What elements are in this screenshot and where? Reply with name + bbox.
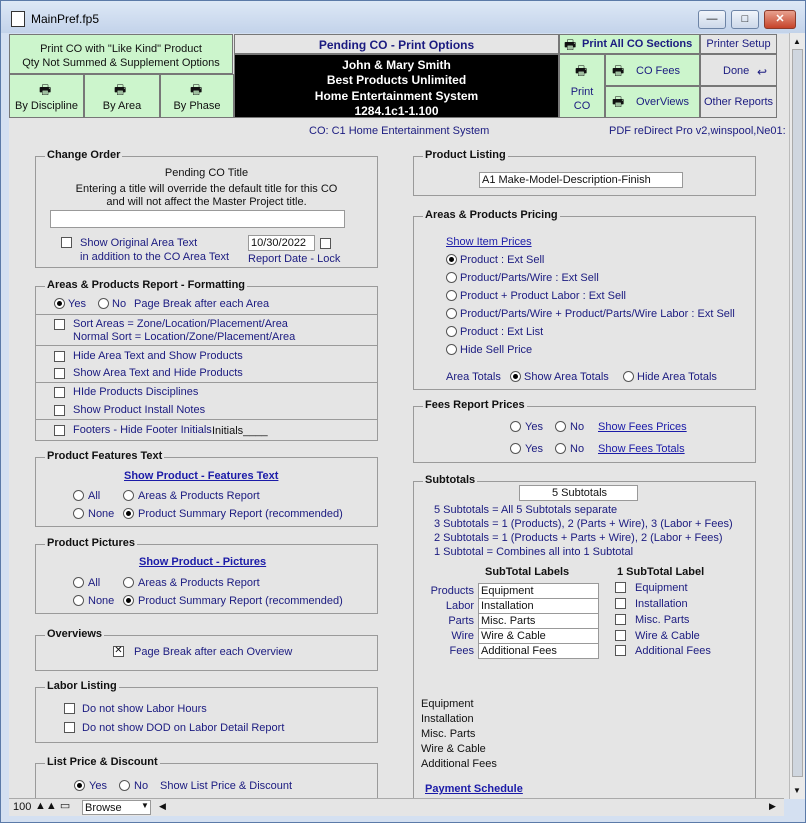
status-bar [9, 798, 784, 816]
show-original-label: Show Original Area Text [80, 237, 198, 249]
pricing-radio-2[interactable] [446, 290, 457, 301]
printer-icon: 🖶 [39, 82, 52, 97]
subtotal-key: Fees [449, 645, 474, 657]
scroll-left-icon[interactable]: ◀ [159, 801, 166, 811]
pricing-title: Areas & Products Pricing [425, 209, 558, 221]
scroll-down-icon[interactable]: ▼ [793, 786, 801, 795]
printer-icon: 🖶 [575, 63, 588, 78]
pictures-link[interactable]: Show Product - Pictures [139, 556, 267, 568]
subtotal-key: Parts [448, 615, 474, 627]
project-version: 1284.1c1-1.100 [354, 104, 439, 118]
pending-title: Pending CO - Print Options [318, 38, 475, 52]
by-area-label: By Area [102, 100, 142, 112]
install-notes-checkbox[interactable] [54, 405, 65, 416]
one-subtotal-label: Installation [635, 598, 688, 610]
subtotals-line: 3 Subtotals = 1 (Products), 2 (Parts + Wire), 3 (Labor + Fees) [434, 518, 733, 530]
title-bar [1, 1, 805, 33]
list-price-show-label: Show List Price & Discount [160, 780, 293, 792]
features-summary-radio[interactable] [123, 508, 134, 519]
minimize-button[interactable]: — [698, 10, 726, 29]
fees-title: Fees Report Prices [425, 399, 525, 411]
print-all-label: Print All CO Sections [582, 38, 693, 50]
hide-area-totals-radio[interactable] [623, 371, 634, 382]
pictures-summary-label: Product Summary Report (recommended) [138, 595, 343, 607]
subtotals-line: 5 Subtotals = All 5 Subtotals separate [434, 504, 618, 516]
formatting-title: Areas & Products Report - Formatting [47, 279, 246, 291]
sort-label-1: Sort Areas = Zone/Location/Placement/Area [73, 318, 288, 330]
divider [35, 419, 378, 420]
divider [35, 345, 378, 346]
maximize-button[interactable]: □ [731, 10, 759, 29]
subtotal-key: Labor [445, 600, 474, 612]
one-subtotal-checkbox[interactable] [615, 582, 626, 593]
list-price-no-label: No [134, 780, 149, 792]
list-price-yes-radio[interactable] [74, 780, 85, 791]
page-break-no-radio[interactable] [98, 298, 109, 309]
subtotals-line: 2 Subtotals = 1 (Products + Parts + Wire), 2 (Labor + Fees) [434, 532, 723, 544]
report-date-input[interactable]: 10/30/2022 [248, 235, 315, 251]
report-lock-checkbox[interactable] [320, 238, 331, 249]
subtotal-labor-input[interactable]: Installation [478, 598, 599, 614]
by-phase-label: By Phase [173, 100, 221, 112]
printer-icon: 🖶 [114, 82, 127, 97]
footers-checkbox[interactable] [54, 425, 65, 436]
hide-area-totals-label: Hide Area Totals [637, 371, 717, 383]
subtotal-fees-input[interactable]: Additional Fees [478, 643, 599, 659]
footers-label: Footers - Hide Footer Initials [73, 424, 212, 436]
content-area [9, 34, 800, 799]
pricing-option: Product/Parts/Wire : Ext Sell [460, 272, 599, 284]
show-area-label: Show Area Text and Hide Products [73, 367, 243, 379]
pictures-none-label: None [88, 595, 115, 607]
one-subtotal-checkbox[interactable] [615, 614, 626, 625]
zoom-level[interactable]: 100 [13, 801, 32, 813]
list-price-no-radio[interactable] [119, 780, 130, 791]
features-summary-label: Product Summary Report (recommended) [138, 508, 343, 520]
initials-label: Initials____ [212, 425, 268, 437]
pricing-radio-3[interactable] [446, 308, 457, 319]
show-area-totals-label: Show Area Totals [524, 371, 609, 383]
sort-label-2: Normal Sort = Location/Zone/Placement/Area [73, 331, 296, 343]
pictures-none-radio[interactable] [73, 595, 84, 606]
pricing-option: Product + Product Labor : Ext Sell [460, 290, 627, 302]
printer-icon: 🖶 [612, 94, 625, 109]
subtotal-wire-input[interactable]: Wire & Cable [478, 628, 599, 644]
subtotal-parts-input[interactable]: Misc. Parts [478, 613, 599, 629]
show-area-totals-radio[interactable] [510, 371, 521, 382]
scroll-right-icon[interactable]: ▶ [769, 801, 776, 811]
chevron-down-icon[interactable]: ▼ [141, 801, 149, 810]
subtotal-key: Products [430, 585, 474, 597]
fees-totals-no-label: No [570, 443, 585, 455]
printer-icon: 🖶 [190, 82, 203, 97]
show-area-checkbox[interactable] [54, 368, 65, 379]
overviews-label: OverViews [636, 96, 689, 108]
features-none-radio[interactable] [73, 508, 84, 519]
co-line: CO: C1 Home Entertainment System [309, 125, 490, 137]
page-break-yes-label: Yes [68, 298, 86, 310]
return-icon: ↩ [757, 65, 768, 79]
page-break-yes-radio[interactable] [54, 298, 65, 309]
hide-disciplines-checkbox[interactable] [54, 387, 65, 398]
fees-totals-yes-label: Yes [525, 443, 543, 455]
subtotal-key: Wire [451, 630, 474, 642]
product-listing-select[interactable]: A1 Make-Model-Description-Finish [479, 172, 683, 188]
show-fees-prices-link[interactable]: Show Fees Prices [598, 421, 687, 433]
subtotal-list-item: Equipment [421, 698, 474, 710]
subtotals-select[interactable]: 5 Subtotals [519, 485, 638, 501]
printer-icon: 🖶 [612, 63, 625, 78]
pricing-radio-1[interactable] [446, 272, 457, 283]
hide-area-checkbox[interactable] [54, 351, 65, 362]
show-original-checkbox[interactable] [61, 237, 72, 248]
features-title: Product Features Text [47, 450, 163, 462]
page-break-label: Page Break after each Area [134, 298, 270, 310]
scroll-thumb[interactable] [792, 49, 803, 777]
pricing-radio-0[interactable] [446, 254, 457, 265]
product-listing-title: Product Listing [425, 149, 506, 161]
by-discipline-label: By Discipline [15, 100, 78, 112]
subtotal-products-input[interactable]: Equipment [478, 583, 599, 599]
printer-setup-label: Printer Setup [706, 38, 771, 50]
fees-prices-no-radio[interactable] [555, 421, 566, 432]
list-price-yes-label: Yes [89, 780, 107, 792]
sort-areas-checkbox[interactable] [54, 319, 65, 330]
project-name: Home Entertainment System [314, 89, 479, 103]
one-subtotal-checkbox[interactable] [615, 630, 626, 641]
co-title-input[interactable] [50, 210, 345, 228]
pricing-radio-5[interactable] [446, 344, 457, 355]
page-break-no-label: No [112, 298, 127, 310]
labor-group [35, 687, 378, 743]
window-title: MainPref.fp5 [31, 12, 100, 26]
labor-dod-checkbox[interactable] [64, 722, 75, 733]
fees-prices-no-label: No [570, 421, 585, 433]
labor-dod-label: Do not show DOD on Labor Detail Report [82, 722, 285, 734]
pictures-summary-radio[interactable] [123, 595, 134, 606]
labor-title: Labor Listing [47, 680, 117, 692]
overview-break-label: Page Break after each Overview [134, 646, 293, 658]
pricing-option: Product : Ext List [460, 326, 544, 338]
show-fees-totals-link[interactable]: Show Fees Totals [598, 443, 685, 455]
subtotal-list-item: Additional Fees [421, 758, 497, 770]
pictures-ap-label: Areas & Products Report [138, 577, 260, 589]
features-none-label: None [88, 508, 115, 520]
fees-totals-yes-radio[interactable] [510, 443, 521, 454]
overview-break-checkbox[interactable]: ✕ [114, 645, 123, 656]
show-original-label-2: in addition to the CO Area Text [80, 251, 229, 263]
fees-group [413, 406, 756, 463]
hide-area-label: Hide Area Text and Show Products [73, 350, 243, 362]
features-ap-radio[interactable] [123, 490, 134, 501]
like-kind-text: Print CO with "Like Kind" Product Qty Not Summed & Supplement Options [22, 43, 220, 69]
fees-prices-yes-label: Yes [525, 421, 543, 433]
subtotals-line: 1 Subtotal = Combines all into 1 Subtotal [434, 546, 634, 558]
pdf-line: PDF reDirect Pro v2,winspool,Ne01: [609, 125, 786, 137]
print-co-label: Print CO [570, 86, 594, 112]
pending-co-title-label: Pending CO Title [164, 167, 249, 179]
pictures-all-radio[interactable] [73, 577, 84, 588]
pricing-option: Hide Sell Price [460, 344, 533, 356]
subtotal-list-item: Wire & Cable [421, 743, 486, 755]
one-subtotal-checkbox[interactable] [615, 645, 626, 656]
pictures-ap-radio[interactable] [123, 577, 134, 588]
pictures-all-label: All [88, 577, 101, 589]
list-price-title: List Price & Discount [47, 756, 158, 768]
features-all-label: All [88, 490, 101, 502]
one-subtotal-label: Equipment [635, 582, 688, 594]
overviews-title: Overviews [47, 628, 103, 640]
one-subtotal-checkbox[interactable] [615, 598, 626, 609]
fees-prices-yes-radio[interactable] [510, 421, 521, 432]
pricing-radio-4[interactable] [446, 326, 457, 337]
features-all-radio[interactable] [73, 490, 84, 501]
mode-select[interactable]: Browse [82, 800, 151, 815]
features-ap-label: Areas & Products Report [138, 490, 260, 502]
app-icon [11, 11, 25, 27]
hide-disciplines-label: HIde Products Disciplines [73, 386, 199, 398]
install-notes-label: Show Product Install Notes [73, 404, 206, 416]
labor-hours-label: Do not show Labor Hours [82, 703, 207, 715]
show-item-prices-link[interactable]: Show Item Prices [446, 236, 532, 248]
divider [35, 382, 378, 383]
pricing-option: Product/Parts/Wire + Product/Parts/Wire Labor : Ext Sell [460, 308, 735, 320]
one-subtotal-label: Additional Fees [635, 645, 711, 657]
vertical-scrollbar[interactable] [789, 33, 805, 799]
divider [35, 314, 378, 315]
fees-totals-no-radio[interactable] [555, 443, 566, 454]
pending-co-note: Entering a title will override the default title for this CO and will not affect the Master Project title. [75, 183, 338, 208]
payment-schedule-link[interactable]: Payment Schedule [425, 783, 523, 795]
change-order-title: Change Order [47, 149, 121, 161]
report-lock-label: Report Date - Lock [248, 253, 341, 265]
client-name: John & Mary Smith [342, 58, 451, 72]
features-link[interactable]: Show Product - Features Text [124, 470, 279, 482]
company-name: Best Products Unlimited [326, 73, 467, 87]
subtotal-list-item: Misc. Parts [421, 728, 476, 740]
one-subtotal-label: Wire & Cable [635, 630, 700, 642]
one-subtotal-header: 1 SubTotal Label [617, 566, 705, 578]
subtotals-title: Subtotals [425, 474, 476, 486]
area-totals-label: Area Totals [446, 371, 501, 383]
printer-icon: 🖶 [564, 37, 577, 52]
labor-hours-checkbox[interactable] [64, 703, 75, 714]
co-fees-label: CO Fees [636, 65, 681, 77]
pricing-option: Product : Ext Sell [460, 254, 545, 266]
pictures-title: Product Pictures [47, 537, 136, 549]
one-subtotal-label: Misc. Parts [635, 614, 690, 626]
scroll-up-icon[interactable]: ▲ [793, 37, 801, 46]
zoom-icons[interactable]: ▲▲ ▭ [35, 800, 71, 812]
subtotal-list-item: Installation [421, 713, 474, 725]
subtotal-labels-header: SubTotal Labels [485, 566, 570, 578]
done-label: Done [723, 65, 750, 77]
other-reports-label: Other Reports [703, 96, 774, 108]
close-button[interactable]: ✕ [764, 10, 796, 29]
